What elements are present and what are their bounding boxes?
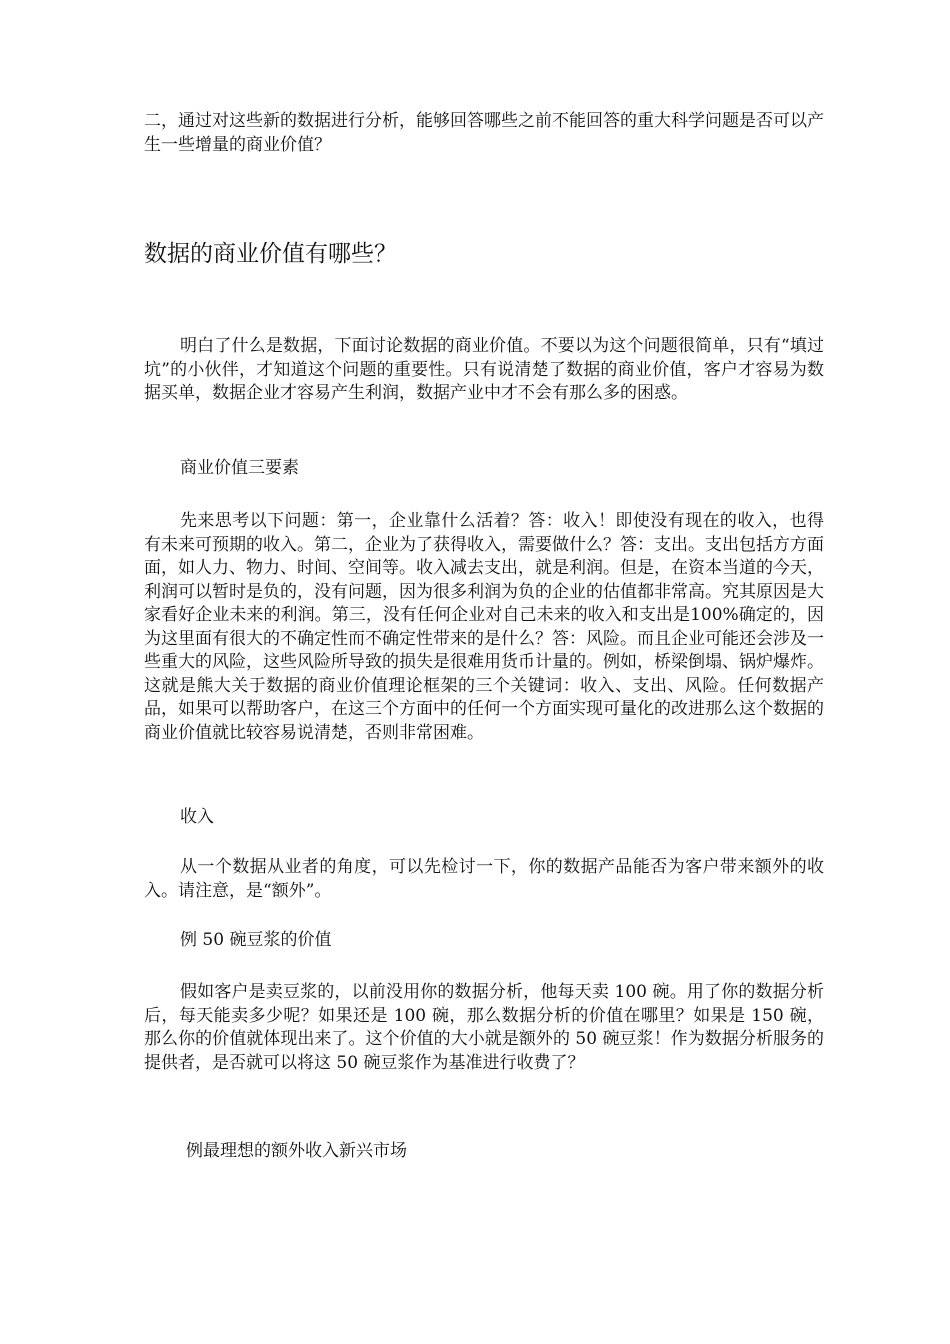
subheading-ideal-income-example: 例最理想的额外收入新兴市场: [186, 1141, 407, 1161]
subheading-three-elements: 商业价值三要素: [180, 458, 299, 478]
subheading-income: 收入: [180, 807, 214, 827]
paragraph-commercial-value-intro: 明白了什么是数据，下面讨论数据的商业价值。不要以为这个问题很简单，只有“填过坑”的小伙伴，才知道这个问题的重要性。只有说清楚了数据的商业价值，客户才容易为数据买单，数据企业才容易产生利润，数据产业中才不会有那么多的困惑。: [144, 336, 824, 403]
intro-paragraph: 二，通过对这些新的数据进行分析，能够回答哪些之前不能回答的重大科学问题是否可以产生一些增量的商业价值？: [144, 111, 824, 155]
section-title: 数据的商业价值有哪些？: [144, 241, 397, 267]
subheading-soymilk-example: 例 50 碗豆浆的价值: [180, 930, 332, 950]
paragraph-soymilk-example: 假如客户是卖豆浆的，以前没用你的数据分析，他每天卖 100 碗。用了你的数据分析后，每天能卖多少呢？如果还是 100 碗，那么数据分析的价值在哪里？如果是 150 碗，那么你的价值就体现出来了。这个价值的大小就是额外的 50 碗豆浆！作为数据分析服务的提供者，是否就可以将这 50 碗豆浆作为基准进行收费了？: [144, 982, 824, 1073]
paragraph-three-elements: 先来思考以下问题：第一，企业靠什么活着？答：收入！即使没有现在的收入，也得有未来可预期的收入。第二，企业为了获得收入，需要做什么？答：支出。支出包括方方面面，如人力、物力、时间、空间等。收入减去支出，就是利润。但是，在资本当道的今天，利润可以暂时是负的，没有问题，因为很多利润为负的企业的估值都非常高。究其原因是大家看好企业未来的利润。第三，没有任何企业对自己未来的收入和支出是100%确定的，因为这里面有很大的不确定性而不确定性带来的是什么？答：风险。而且企业可能还会涉及一些重大的风险，这些风险所导致的损失是很难用货币计量的。例如，桥梁倒塌、锅炉爆炸。这就是熊大关于数据的商业价值理论框架的三个关键词：收入、支出、风险。任何数据产品，如果可以帮助客户，在这三个方面中的任何一个方面实现可量化的改进那么这个数据的商业价值就比较容易说清楚，否则非常困难。: [144, 511, 824, 743]
paragraph-income: 从一个数据从业者的角度，可以先检讨一下，你的数据产品能否为客户带来额外的收入。请注意，是“额外”。: [144, 857, 824, 901]
